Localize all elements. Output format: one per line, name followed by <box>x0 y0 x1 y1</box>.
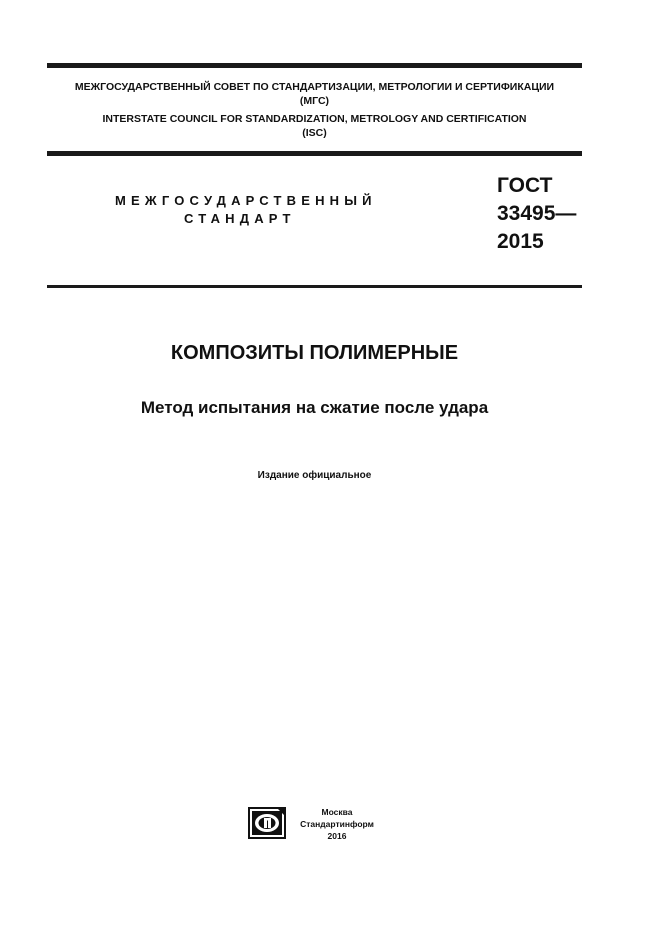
header-divider-rule <box>47 151 582 156</box>
gost-number: 33495— <box>497 202 577 225</box>
gost-prefix: ГОСТ <box>497 174 553 197</box>
gost-designation <box>497 172 576 256</box>
council-abbr-en: (ISC) <box>302 127 327 139</box>
standard-kind-line2: СТАНДАРТ <box>184 211 296 226</box>
publisher-city: Москва <box>321 807 353 817</box>
standartinform-logo-icon <box>247 806 287 840</box>
standard-kind-line1: МЕЖГОСУДАРСТВЕННЫЙ <box>115 193 377 208</box>
document-title: КОМПОЗИТЫ ПОЛИМЕРНЫЕ <box>170 342 459 364</box>
top-thick-rule <box>47 63 582 68</box>
title-divider-rule <box>47 285 582 288</box>
council-abbr-ru: (МГС) <box>299 95 330 107</box>
publisher-year: 2016 <box>327 831 347 841</box>
publisher-name: Стандартинформ <box>300 819 374 829</box>
council-name-ru: МЕЖГОСУДАРСТВЕННЫЙ СОВЕТ ПО СТАНДАРТИЗАЦИИ, МЕТРОЛОГИИ И СЕРТИФИКАЦИИ <box>74 81 555 93</box>
council-name-en: INTERSTATE COUNCIL FOR STANDARDIZATION, METROLOGY AND CERTIFICATION <box>102 113 527 125</box>
gost-year: 2015 <box>497 230 544 253</box>
publisher-info <box>292 806 382 842</box>
document-subtitle: Метод испытания на сжатие после удара <box>140 398 489 417</box>
edition-note: Издание официальное <box>257 470 372 481</box>
